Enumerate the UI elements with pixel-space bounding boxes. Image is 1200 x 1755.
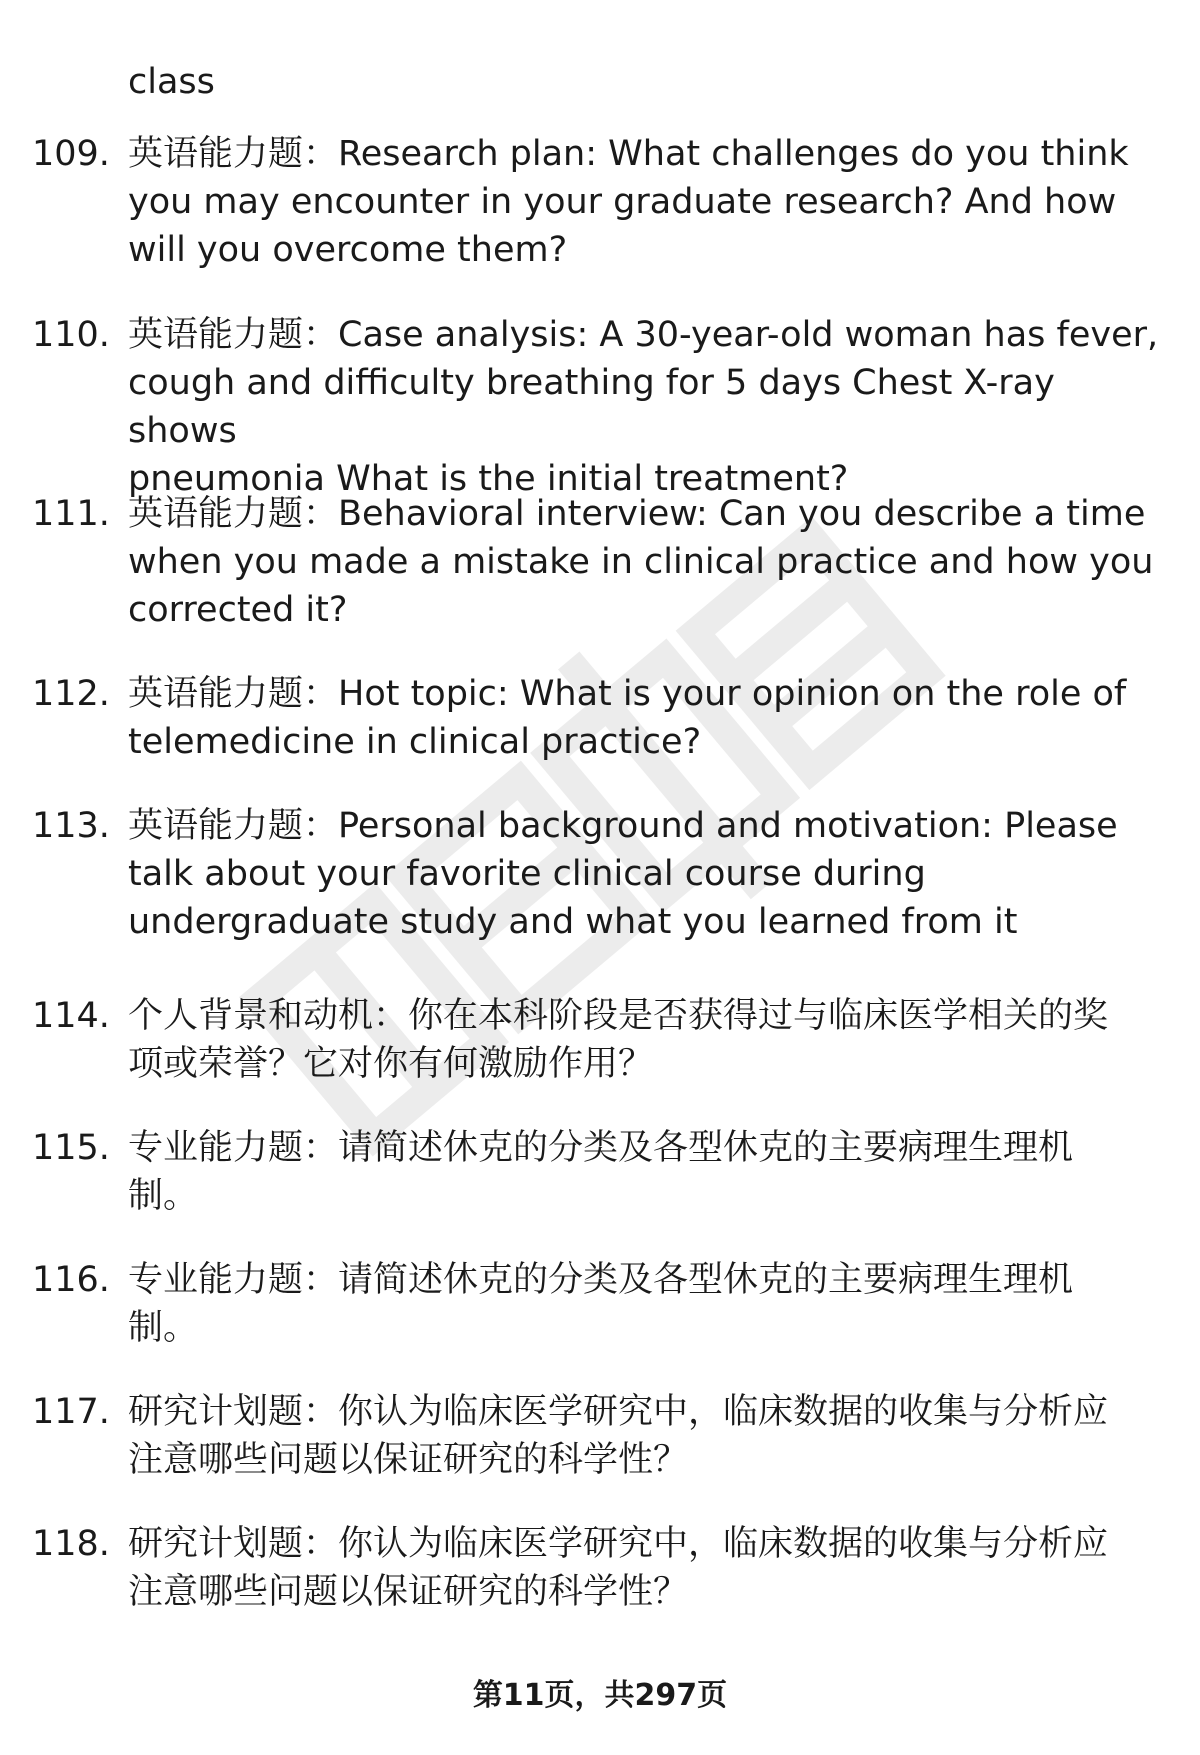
- question-line: 项或荣誉？它对你有何激励作用？: [128, 1044, 654, 1084]
- question-number: 110.: [32, 315, 110, 355]
- question-line: 英语能力题：Research plan: What challenges do you think: [128, 134, 1129, 174]
- question-number: 116.: [32, 1260, 110, 1300]
- question-line: corrected it?: [128, 590, 348, 630]
- question-number: 112.: [32, 674, 110, 714]
- question-line: 个人背景和动机：你在本科阶段是否获得过与临床医学相关的奖: [128, 996, 1109, 1036]
- question-text: [128, 992, 1168, 1088]
- question-number: 115.: [32, 1128, 110, 1168]
- question-line: 专业能力题：请简述休克的分类及各型休克的主要病理生理机: [128, 1260, 1074, 1300]
- question-text: [128, 1124, 1168, 1220]
- question-number: 111.: [32, 494, 110, 534]
- question-line: telemedicine in clinical practice?: [128, 722, 702, 762]
- question-text: [128, 802, 1168, 946]
- question-line: 英语能力题：Case analysis: A 30-year-old woman has fever,: [128, 315, 1159, 355]
- question-line: 注意哪些问题以保证研究的科学性？: [128, 1572, 689, 1612]
- question-line: 注意哪些问题以保证研究的科学性？: [128, 1440, 689, 1480]
- question-line: pneumonia What is the initial treatment?: [128, 459, 849, 499]
- question-line: talk about your favorite clinical course during: [128, 854, 926, 894]
- question-text: [128, 311, 1168, 503]
- question-line: you may encounter in your graduate research? And how: [128, 182, 1117, 222]
- question-line: 制。: [128, 1308, 199, 1348]
- question-text: [128, 1256, 1168, 1352]
- question-text: [128, 1388, 1168, 1484]
- question-number: 118.: [32, 1524, 110, 1564]
- question-line: 英语能力题：Personal background and motivation: Please: [128, 806, 1118, 846]
- question-text: [128, 670, 1168, 766]
- question-line: 研究计划题：你认为临床医学研究中，临床数据的收集与分析应: [128, 1524, 1109, 1564]
- question-line: will you overcome them?: [128, 230, 568, 270]
- question-text: [128, 1520, 1168, 1616]
- question-number: 114.: [32, 996, 110, 1036]
- page-indicator: 第11页，共297页: [472, 1678, 728, 1713]
- question-line: 英语能力题：Behavioral interview: Can you describe a time: [128, 494, 1146, 534]
- question-number: 113.: [32, 806, 110, 846]
- continued-text: class: [128, 62, 215, 102]
- question-text: [128, 130, 1168, 274]
- question-number: 109.: [32, 134, 110, 174]
- question-line: cough and difficulty breathing for 5 days Chest X-ray shows: [128, 363, 1055, 451]
- question-line: 专业能力题：请简述休克的分类及各型休克的主要病理生理机: [128, 1128, 1074, 1168]
- question-line: undergraduate study and what you learned from it: [128, 902, 1018, 942]
- question-line: when you made a mistake in clinical practice and how you: [128, 542, 1154, 582]
- question-number: 117.: [32, 1392, 110, 1432]
- question-line: 研究计划题：你认为临床医学研究中，临床数据的收集与分析应: [128, 1392, 1109, 1432]
- question-line: 制。: [128, 1176, 199, 1216]
- question-line: 英语能力题：Hot topic: What is your opinion on the role of: [128, 674, 1127, 714]
- question-text: [128, 490, 1168, 634]
